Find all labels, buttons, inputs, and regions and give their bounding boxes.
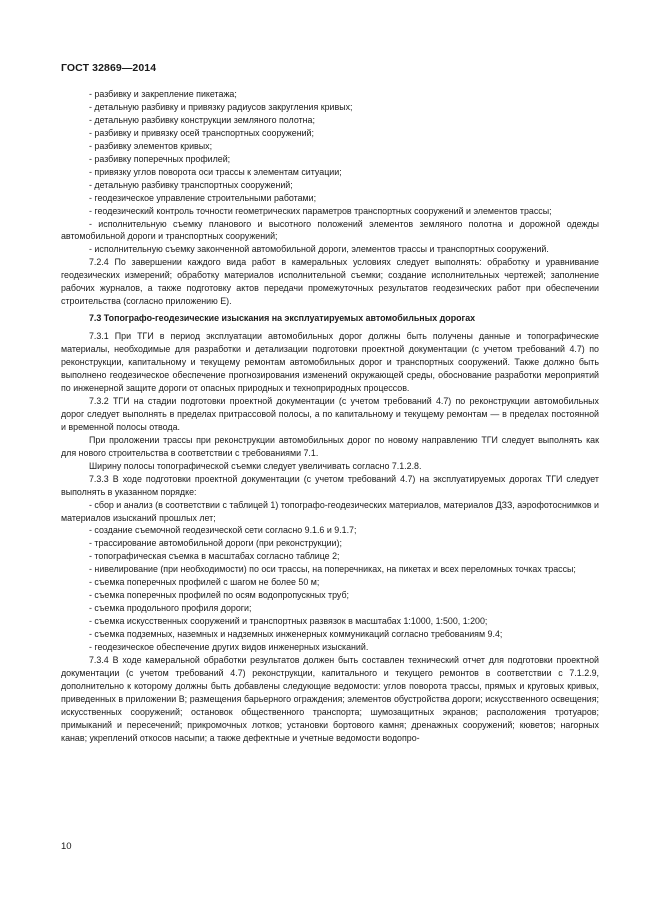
list-item: - разбивку элементов кривых; [89, 140, 213, 151]
list-item: - разбивку поперечных профилей; [89, 153, 231, 164]
list-item: - создание съемочной геодезической сети согласно 9.1.6 и 9.1.7; [89, 525, 357, 536]
list-item: - детальную разбивку конструкции земляного полотна; [89, 114, 315, 125]
list-item: - геодезический контроль точности геометрических параметров транспортных сооружений и элементов трассы; [89, 205, 552, 216]
list-item: - привязку углов поворота оси трассы к элементам ситуации; [89, 166, 342, 177]
list-item: - разбивку и закрепление пикетажа; [89, 89, 237, 99]
section-heading-7-3: 7.3 Топографо-геодезические изыскания на эксплуатируемых автомобильных дорогах [89, 313, 476, 324]
list-item: - геодезическое обеспечение других видов инженерных изысканий. [89, 642, 369, 653]
list-item: - съемка искусственных сооружений и транспортных развязок в масштабах 1:1000, 1:500, 1:200; [89, 616, 488, 627]
paragraph: При проложении трассы при реконструкции автомобильных дорог по новому направлению ТГИ следует выполнять как для нового строительства в соответствии с требованиями 7.1. [61, 434, 599, 458]
document-code: ГОСТ 32869—2014 [61, 62, 157, 74]
clause-7-3-4: 7.3.4 В ходе камеральной обработки результатов должен быть составлен технический отчет для подготовки проектной документации (с учетом требований 4.7) реконструкции, капитального и текущего ремонтов в соответствии с 7.1.2.9, дополнительно к которому должны быть добавлены следующие ведомости: углов поворота трассы, прямых и круговых кривых, приведенных в приложении В; размещения барьерного ограждения; элементов обустройства дороги; искусственного освещения; искусственных сооружений; остановок общественного транспорта; шумозащитных экранов; расположения тротуаров; примыканий и пересечений; прикромочных лотков; установки бортового камня; дренажных сооружений; кюветов; нагорных канав; укреплений откосов насыпи; а также дефектные и учетные ведомости водопро- [61, 654, 599, 743]
clause-7-2-4: 7.2.4 По завершении каждого вида работ в камеральных условиях следует выполнять: обработку и уравнивание геодезических измерений; обработку материалов исполнительной съемки; создание исполнительных чертежей; заполнение рабочих журналов, а также подготовку актов передачи промежуточных результатов геодезических работ при обеспечении строительства (согласно приложению Е). [61, 257, 599, 307]
list-item: - топографическая съемка в масштабах согласно таблице 2; [89, 551, 340, 562]
clause-7-3-3: 7.3.3 В ходе подготовки проектной документации (с учетом требований 4.7) на эксплуатируемых дорогах ТГИ следует выполнять в указанном порядке: [61, 473, 599, 497]
list-item: - съемка продольного профиля дороги; [89, 603, 252, 614]
document-body [61, 88, 599, 745]
list-item: - детальную разбивку и привязку радиусов закругления кривых; [89, 101, 353, 112]
clause-7-3-2: 7.3.2 ТГИ на стадии подготовки проектной документации (с учетом требований 4.7) по реконструкции автомобильных дорог следует выполнять в пределах притрассовой полосы, а по капитальному и текущему ремонтам — в пределах постоянной и временной полосы отвода. [61, 395, 599, 432]
list-item: - исполнительную съемку законченной автомобильной дороги, элементов трассы и транспортных сооружений. [89, 244, 549, 255]
list-item: - сбор и анализ (в соответствии с таблицей 1) топографо-геодезических материалов, материалов ДЗЗ, аэрофотоснимков и материалов изысканий прошлых лет; [61, 499, 599, 523]
list-item: - геодезическое управление строительными работами; [89, 192, 317, 203]
paragraph: Ширину полосы топографической съемки следует увеличивать согласно 7.1.2.8. [89, 460, 422, 471]
list-item: - съемка подземных, наземных и надземных инженерных коммуникаций согласно требованиям 9.4; [89, 629, 503, 640]
list-item: - съемка поперечных профилей с шагом не более 50 м; [89, 577, 320, 588]
list-item: - разбивку и привязку осей транспортных сооружений; [89, 127, 314, 138]
clause-7-3-1: 7.3.1 При ТГИ в период эксплуатации автомобильных дорог должны быть получены данные и топографические материалы, необходимые для разработки и детализации подготовки проектной документации (с учетом требований 4.7) по реконструкции, капитальному и текущему ремонтам автомобильных дорог и транспортных сооружений. Также должно быть выполнено геодезическое обеспечение прогнозирования изменений окружающей среды, обоснование разработки мероприятий по инженерной защите дороги от опасных природных и техноприродных процессов. [61, 331, 599, 393]
list-item: - исполнительную съемку планового и высотного положений элементов земляного полотна и дорожной одежды автомобильной дороги и транспортных сооружений; [61, 218, 599, 242]
list-item: - трассирование автомобильной дороги (при реконструкции); [89, 538, 342, 549]
list-item: - нивелирование (при необходимости) по оси трассы, на поперечниках, на пикетах и всех переломных точках трассы; [89, 564, 576, 575]
page-number: 10 [61, 841, 72, 852]
list-item: - съемка поперечных профилей по осям водопропускных труб; [89, 590, 350, 601]
list-item: - детальную разбивку транспортных сооружений; [89, 179, 293, 190]
